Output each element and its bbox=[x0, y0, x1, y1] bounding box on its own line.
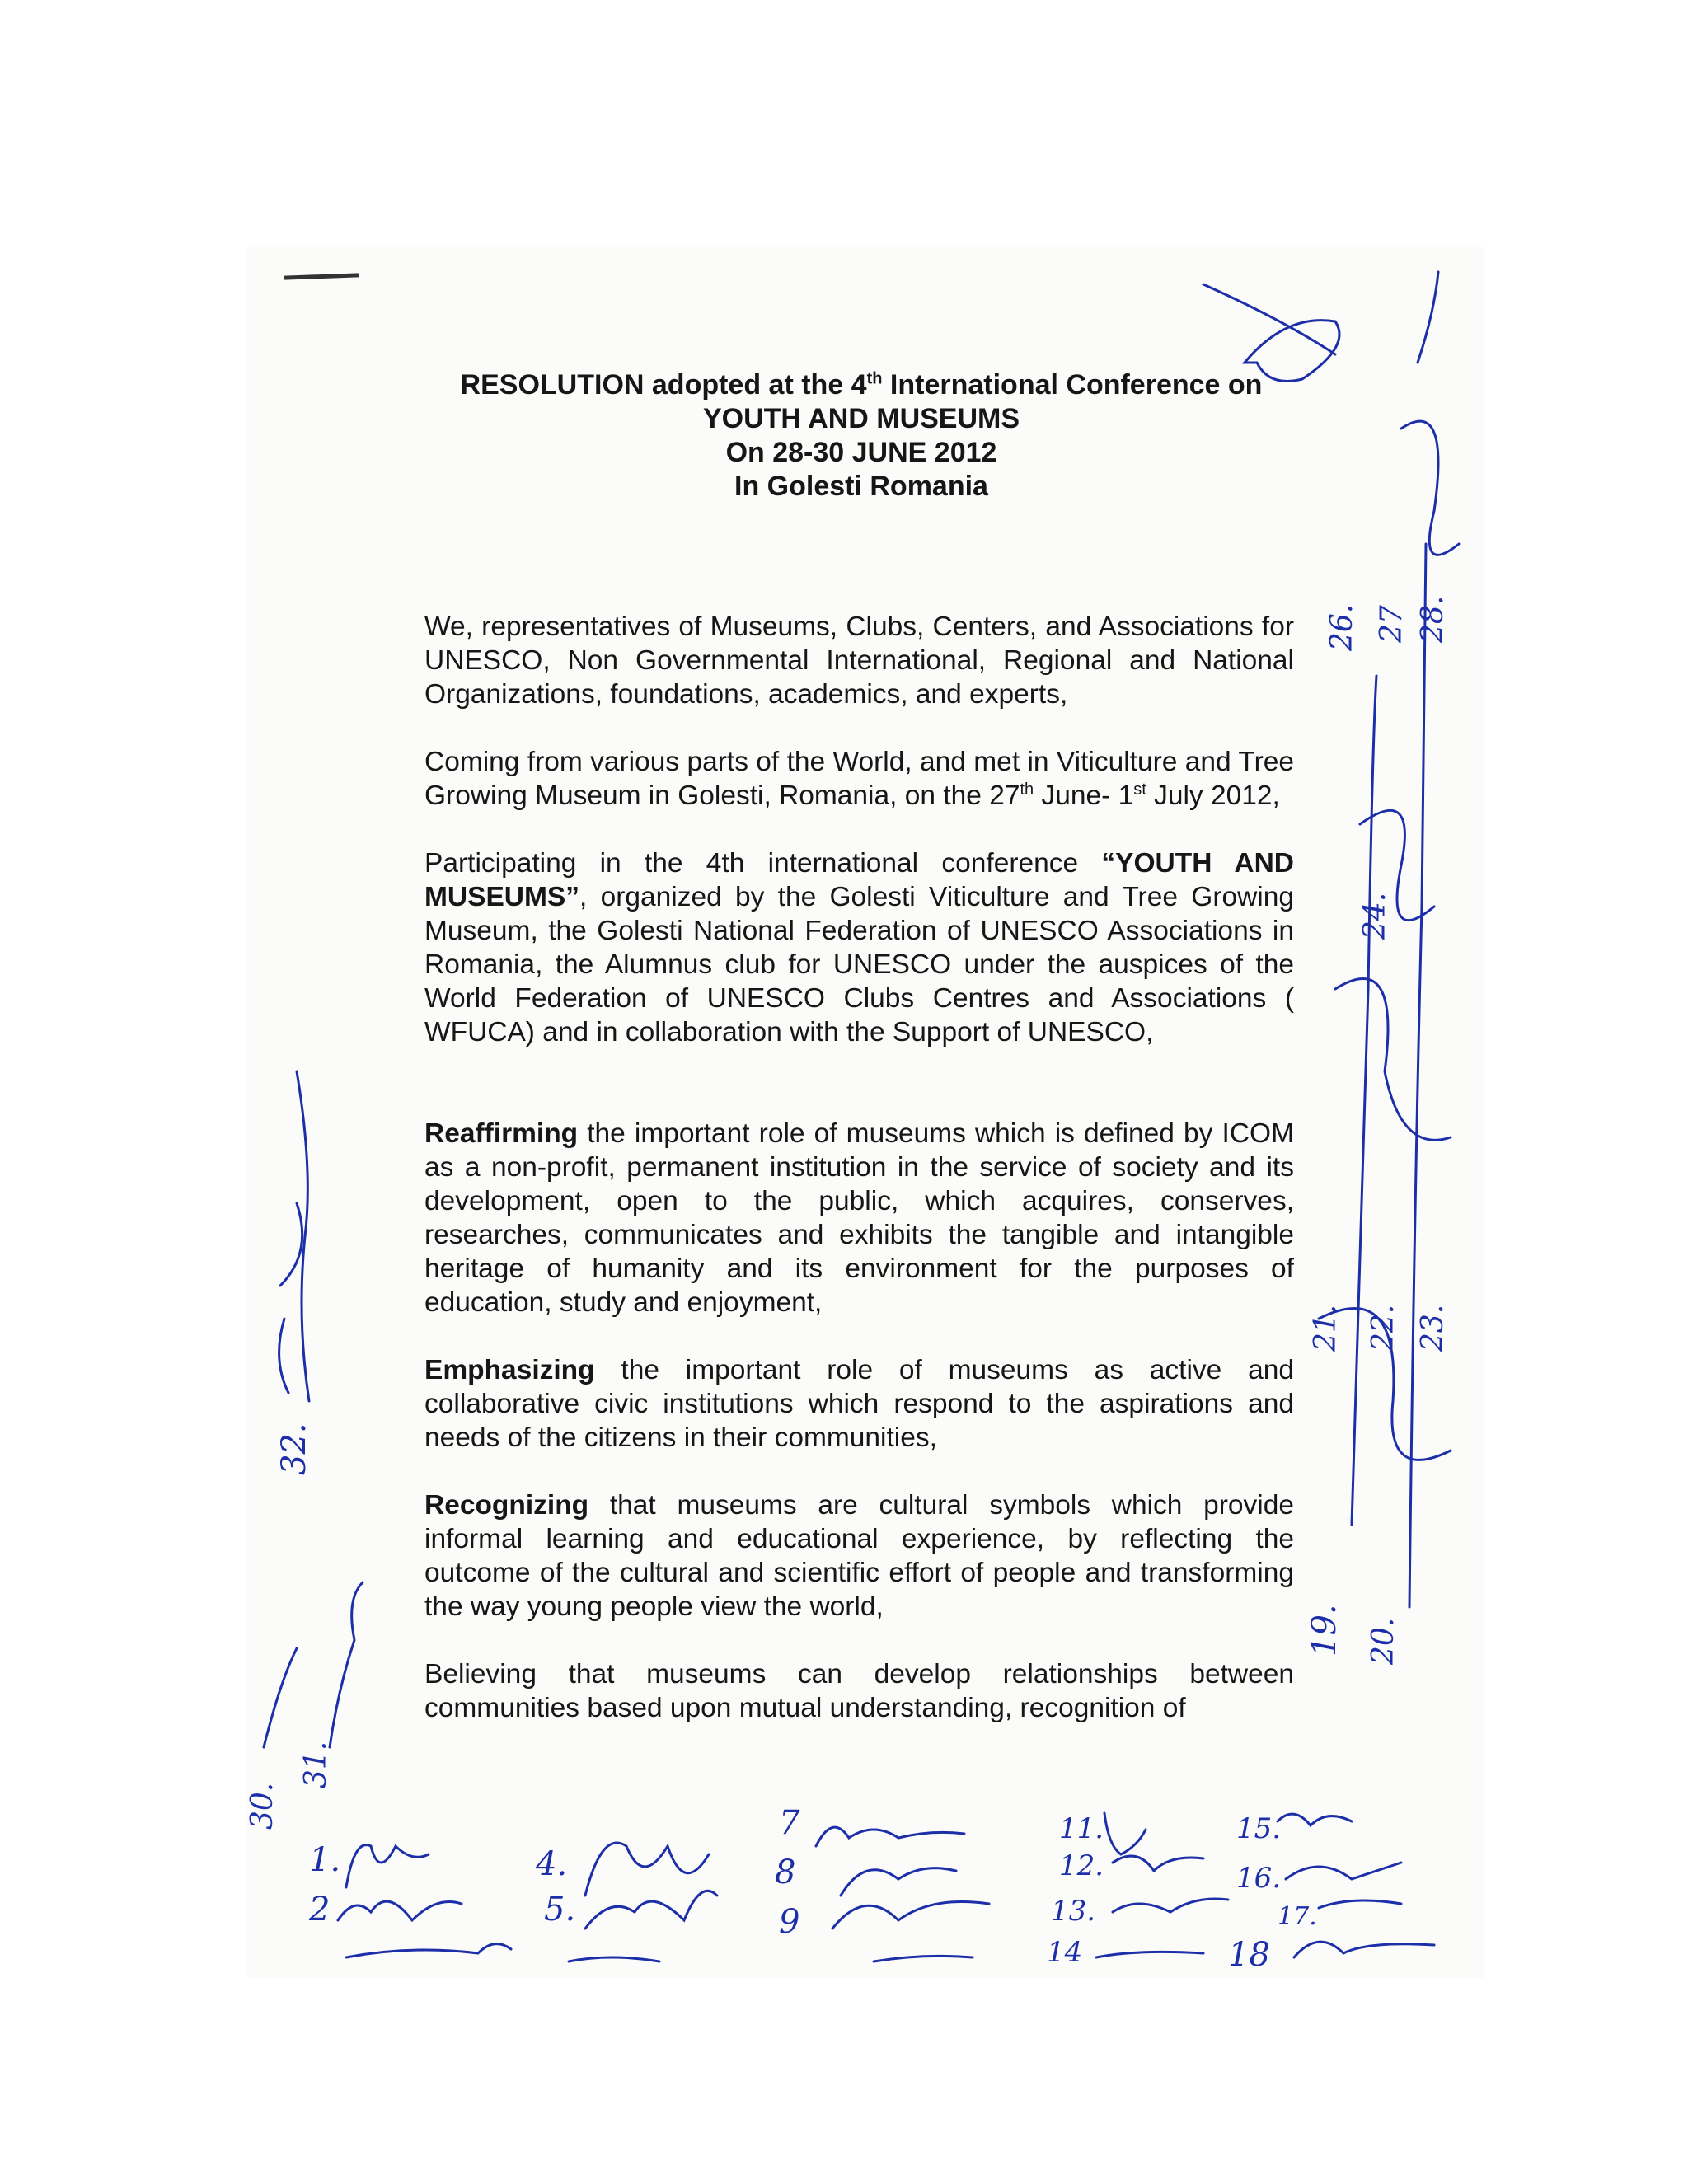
signature-11 bbox=[1104, 1813, 1146, 1854]
sig-number-19: 19. bbox=[1306, 1604, 1343, 1657]
signature-5 bbox=[585, 1891, 717, 1929]
signature-6 bbox=[569, 1957, 659, 1961]
sig-number-9: 9 bbox=[779, 1903, 800, 1941]
sig-number-5: 5. bbox=[544, 1891, 576, 1929]
signature-15 bbox=[1278, 1814, 1352, 1825]
sig-number-31: 31. bbox=[299, 1741, 333, 1788]
sig-number-7: 7 bbox=[779, 1804, 800, 1842]
signature-3 bbox=[346, 1944, 511, 1957]
title-line-2: YOUTH AND MUSEUMS bbox=[702, 403, 1020, 434]
title-line-4: In Golesti Romania bbox=[734, 471, 988, 502]
signature-13 bbox=[1113, 1899, 1228, 1912]
paragraph-recognizing: Recognizing that museums are cultural symbols which provide informal learning and educational experience, by reflecting the outcome of the cultural and scientific effort of people and transforming the way young people view the world, bbox=[424, 1490, 1294, 1622]
signature-9 bbox=[832, 1902, 989, 1929]
signature-4 bbox=[585, 1843, 709, 1896]
paragraph-participating: Participating in the 4th international conference “YOUTH AND MUSEUMS”, organized by the Golesti Viticulture and Tree Growing Museum, the Golesti National Federation of UNESCO Associations in Romania, the Alumnus club for UNESCO under the auspices of the World Federation of UNESCO Clubs Centres and Associations ( WFUCA) and in collaboration with the Support of UNESCO, bbox=[424, 848, 1294, 1047]
sig-number-13: 13. bbox=[1051, 1895, 1096, 1928]
signature-stroke-right-6 bbox=[1418, 272, 1438, 363]
signature-stroke-right-3 bbox=[1335, 810, 1451, 1140]
sig-number-24: 24. bbox=[1358, 892, 1392, 940]
sig-number-14: 14 bbox=[1047, 1936, 1083, 1969]
sig-number-8: 8 bbox=[775, 1854, 796, 1891]
paragraph-emphasizing: Emphasizing the important role of museums as active and collaborative civic institutions which respond to the aspirations and needs of the citizens in their communities, bbox=[424, 1355, 1294, 1453]
signature-14 bbox=[1096, 1952, 1203, 1957]
sig-number-2: 2 bbox=[309, 1891, 331, 1929]
signature-stroke-left-2 bbox=[264, 1582, 363, 1747]
signature-stroke-right-1 bbox=[1352, 676, 1376, 1525]
sig-number-17: 17. bbox=[1278, 1902, 1317, 1931]
sig-number-22: 22. bbox=[1367, 1304, 1400, 1352]
signature-12 bbox=[1113, 1856, 1203, 1871]
signature-stroke-left-1 bbox=[279, 1071, 309, 1401]
signature-stroke-right-2 bbox=[1409, 544, 1426, 1607]
sig-number-27: 27 bbox=[1375, 605, 1409, 643]
signature-16 bbox=[1286, 1863, 1401, 1879]
signature-18 bbox=[1294, 1942, 1434, 1957]
sig-number-12: 12. bbox=[1059, 1849, 1104, 1882]
paragraph-believing: Believing that museums can develop relationships between communities based upon mutual understanding, recognition of bbox=[424, 1659, 1294, 1723]
sig-number-20: 20. bbox=[1367, 1617, 1400, 1665]
sig-number-18: 18 bbox=[1228, 1936, 1270, 1974]
sig-number-23: 23. bbox=[1416, 1304, 1450, 1352]
title-line-3: On 28-30 JUNE 2012 bbox=[725, 437, 997, 468]
sig-number-32: 32. bbox=[275, 1422, 313, 1475]
signature-1 bbox=[346, 1845, 429, 1887]
sig-number-4: 4. bbox=[536, 1845, 568, 1883]
sig-number-1: 1. bbox=[309, 1841, 341, 1879]
title-line-1: RESOLUTION adopted at the 4th International Conference on bbox=[460, 369, 1263, 401]
sig-number-26: 26. bbox=[1325, 603, 1359, 651]
sig-number-21: 21. bbox=[1309, 1304, 1343, 1352]
signature-2 bbox=[338, 1901, 462, 1920]
signature-7 bbox=[816, 1827, 964, 1846]
sig-number-15: 15. bbox=[1236, 1812, 1282, 1845]
sig-number-28: 28. bbox=[1416, 595, 1450, 643]
paragraph-coming-from: Coming from various parts of the World, and met in Viticulture and Tree Growing Museum in Golesti, Romania, on the 27th June- 1st July 2012, bbox=[424, 747, 1294, 811]
signature-17 bbox=[1319, 1900, 1401, 1908]
sig-number-16: 16. bbox=[1236, 1862, 1282, 1895]
signature-10 bbox=[874, 1956, 973, 1961]
signature-stroke-right-5 bbox=[1401, 421, 1459, 555]
sig-number-30: 30. bbox=[246, 1782, 279, 1830]
signature-flourish-top bbox=[1203, 284, 1339, 382]
sig-number-11: 11. bbox=[1059, 1812, 1104, 1845]
paragraph-reaffirming: Reaffirming the important role of museums which is defined by ICOM as a non-profit, permanent institution in the service of society and its development, open to the public, which acquires, conserves, researches, communicates and exhibits the tangible and intangible heritage of humanity and its environment for the purposes of education, study and enjoyment, bbox=[424, 1118, 1294, 1318]
signature-8 bbox=[841, 1868, 956, 1896]
paragraph-representatives: We, representatives of Museums, Clubs, Centers, and Associations for UNESCO, Non Governmental International, Regional and National Organizations, foundations, academics, and experts, bbox=[424, 612, 1294, 710]
